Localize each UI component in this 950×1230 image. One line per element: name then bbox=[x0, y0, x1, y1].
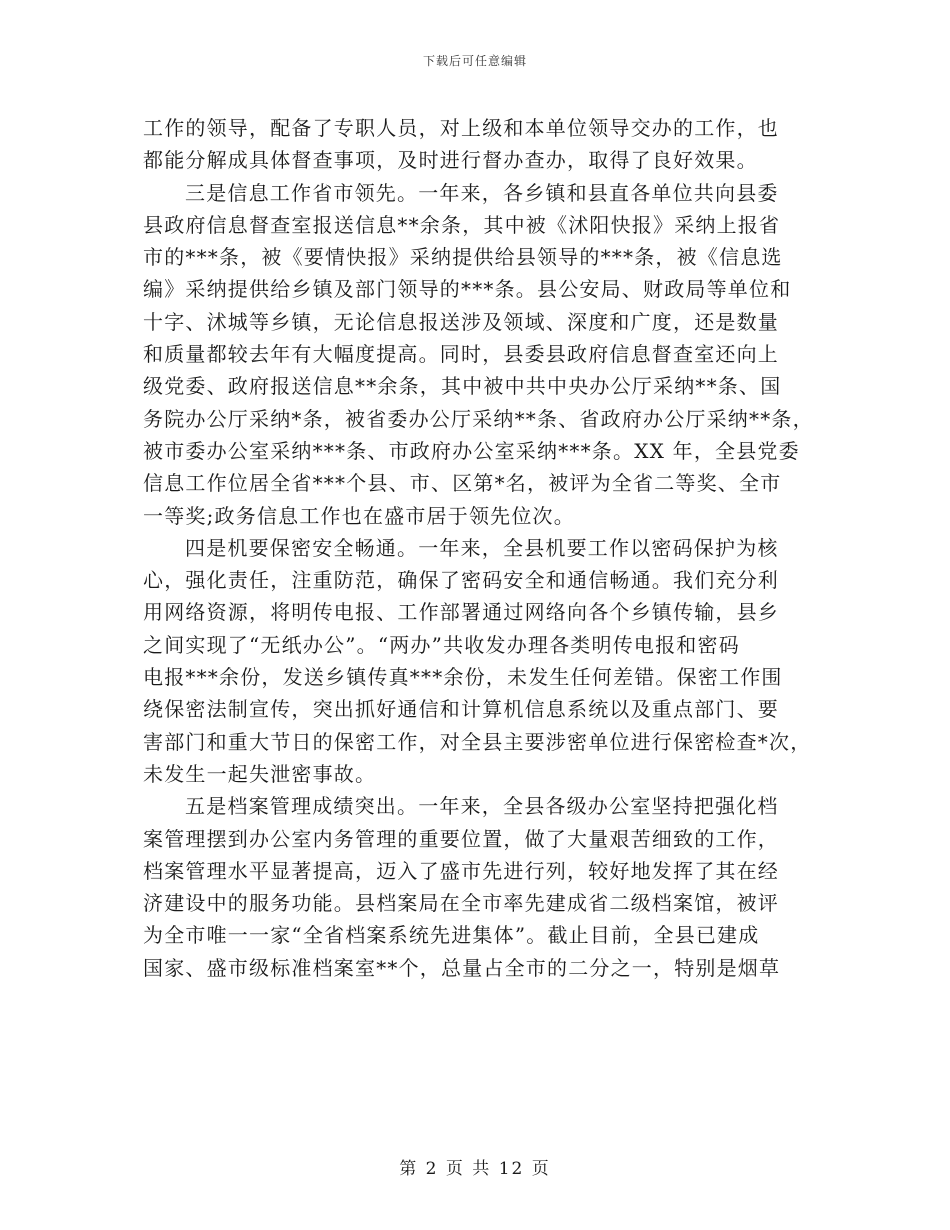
text-line: 工作的领导，配备了专职人员，对上级和本单位领导交办的工作，也 bbox=[143, 116, 779, 140]
text-line: 绕保密法制宣传，突出抓好通信和计算机信息系统以及重点部门、要 bbox=[143, 697, 779, 722]
text-line: 县政府信息督查室报送信息**余条，其中被《沭阳快报》采纳上报省 bbox=[143, 212, 781, 237]
paragraph-start-line: 四是机要保密安全畅通。一年来，全县机要工作以密码保护为核 bbox=[185, 535, 779, 560]
text-line: 用网络资源，将明传电报、工作部署通过网络向各个乡镇传输，县乡 bbox=[143, 600, 779, 625]
page-number-footer: 第 2 页 共 12 页 bbox=[399, 1159, 551, 1179]
text-line: 案管理摆到办公室内务管理的重要位置，做了大量艰苦细致的工作， bbox=[143, 826, 779, 851]
text-line: 心，强化责任，注重防范，确保了密码安全和通信畅通。我们充分利 bbox=[143, 568, 779, 593]
text-line: 国家、盛市级标准档案室**个，总量占全市的二分之一，特别是烟草 bbox=[143, 955, 781, 980]
text-line: 电报***余份，发送乡镇传真***余份，未发生任何差错。保密工作围 bbox=[143, 665, 783, 690]
text-line: 信息工作位居全省***个县、市、区第*名，被评为全省二等奖、全市 bbox=[143, 471, 782, 496]
text-line: 和质量都较去年有大幅度提高。同时，县委县政府信息督查室还向上 bbox=[143, 342, 779, 367]
text-line: 被市委办公室采纳***条、市政府办公室采纳***条。XX 年，全县党委 bbox=[143, 438, 800, 463]
document-body bbox=[143, 112, 813, 984]
text-line: 档案管理水平显著提高，迈入了盛市先进行列，较好地发挥了其在经 bbox=[143, 858, 779, 883]
text-line: 都能分解成具体督查事项，及时进行督办查办，取得了良好效果。 bbox=[143, 148, 758, 173]
text-line: 一等奖;政务信息工作也在盛市居于领先位次。 bbox=[143, 503, 575, 528]
paragraph-start-line: 五是档案管理成绩突出。一年来，全县各级办公室坚持把强化档 bbox=[185, 794, 779, 819]
text-line: 级党委、政府报送信息**余条，其中被中共中央办公厅采纳**条、国 bbox=[143, 374, 782, 399]
page-header: 下载后可任意编辑 bbox=[422, 54, 527, 68]
text-line: 之间实现了“无纸办公”。“两办”共收发办理各类明传电报和密码 bbox=[143, 632, 740, 657]
paragraph-start-line: 三是信息工作省市领先。一年来，各乡镇和县直各单位共向县委 bbox=[185, 180, 779, 205]
text-line: 为全市唯一一家“全省档案系统先进集体”。截止目前，全县已建成 bbox=[143, 923, 760, 948]
text-line: 害部门和重大节日的保密工作，对全县主要涉密单位进行保密检查*次， bbox=[143, 729, 812, 754]
text-line: 市的***条，被《要情快报》采纳提供给县领导的***条，被《信息选 bbox=[143, 245, 783, 270]
text-line: 编》采纳提供给乡镇及部门领导的***条。县公安局、财政局等单位和 bbox=[143, 277, 792, 302]
text-line: 济建设中的服务功能。县档案局在全市率先建成省二级档案馆，被评 bbox=[143, 891, 779, 916]
text-line: 未发生一起失泄密事故。 bbox=[143, 761, 377, 786]
text-line: 十字、沭城等乡镇，无论信息报送涉及领域、深度和广度，还是数量 bbox=[143, 309, 779, 334]
text-line: 务院办公厅采纳*条，被省委办公厅采纳**条、省政府办公厅采纳**条， bbox=[143, 406, 814, 431]
